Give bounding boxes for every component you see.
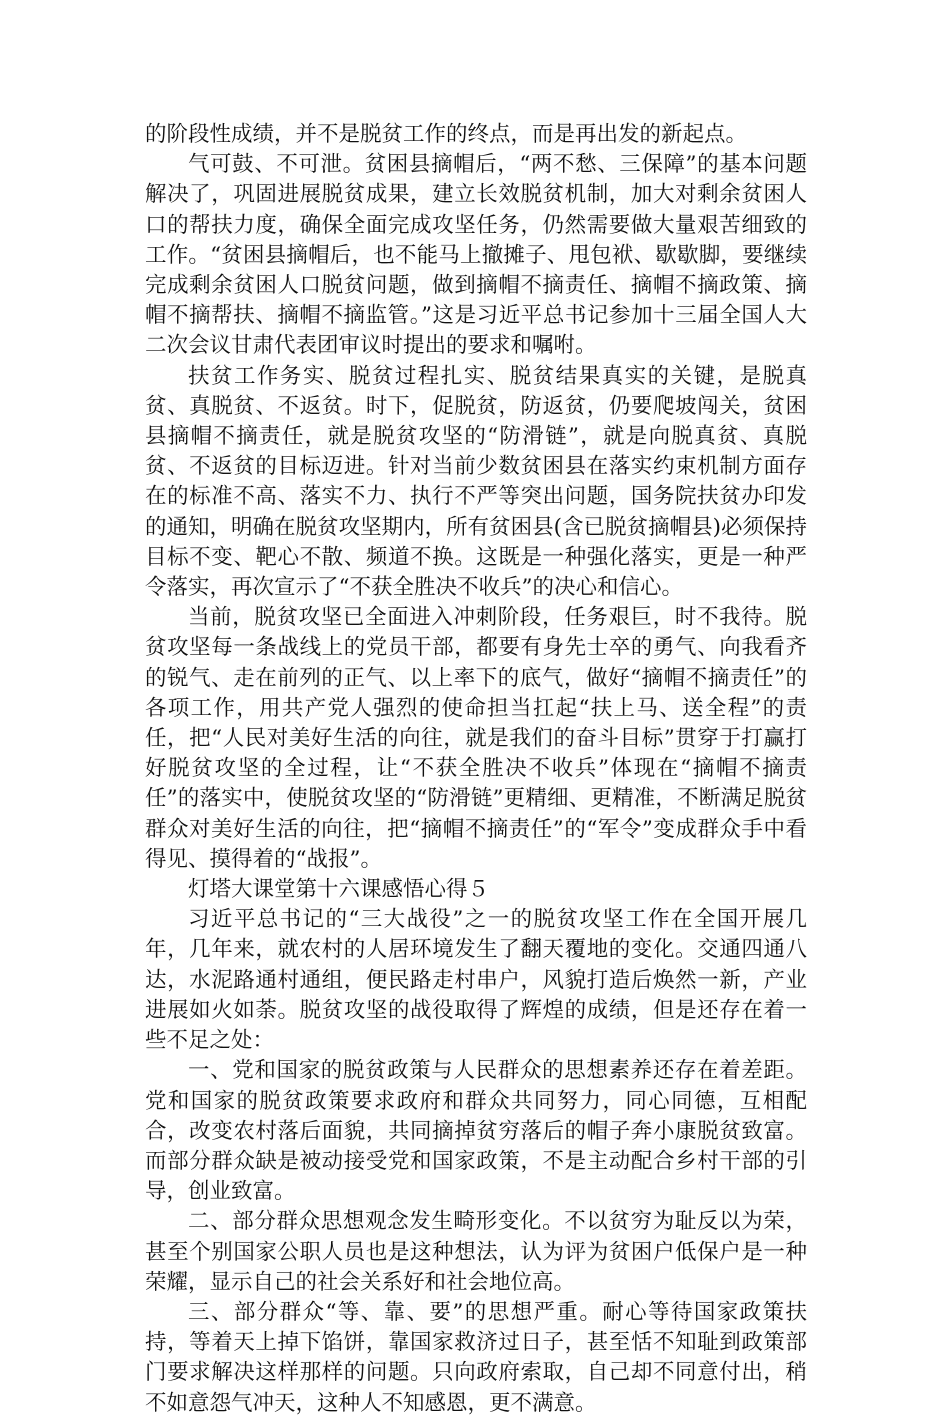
- paragraph: 三、部分群众“等、靠、要”的思想严重。耐心等待国家政策扶持，等着天上掉下馅饼，靠国家救济过日子，甚至恬不知耻到政策部门要求解决这样那样的问题。只向政府索取，自己却不同意付出，稍不如意怨气冲天，这种人不知感恩，更不满意。: [145, 1299, 807, 1416]
- paragraph: 气可鼓、不可泄。贫困县摘帽后，“两不愁、三保障”的基本问题解决了，巩固进展脱贫成果，建立长效脱贫机制，加大对剩余贫困人口的帮扶力度，确保全面完成攻坚任务，仍然需要做大量艰苦细致的工作。“贫困县摘帽后，也不能马上撤摊子、甩包袱、歇歇脚，要继续完成剩余贫困人口脱贫问题，做到摘帽不摘责任、摘帽不摘政策、摘帽不摘帮扶、摘帽不摘监管。”这是习近平总书记参加十三届全国人大二次会议甘肃代表团审议时提出的要求和嘱咐。: [145, 152, 807, 359]
- paragraph: 二、部分群众思想观念发生畸形变化。不以贫穷为耻反以为荣，甚至个别国家公职人员也是这种想法，认为评为贫困户低保户是一种荣耀，显示自己的社会关系好和社会地位高。: [145, 1209, 807, 1295]
- document-page: [145, 120, 807, 1419]
- paragraph: 习近平总书记的“三大战役”之一的脱贫攻坚工作在全国开展几年，几年来，就农村的人居环境发生了翻天覆地的变化。交通四通八达，水泥路通村通组，便民路走村串户，风貌打造后焕然一新，产业进展如火如荼。脱贫攻坚的战役取得了辉煌的成绩，但是还存在着一些不足之处：: [145, 907, 807, 1054]
- paragraph-continuation: 的阶段性成绩，并不是脱贫工作的终点，而是再出发的新起点。: [145, 122, 748, 147]
- paragraph: 当前，脱贫攻坚已全面进入冲刺阶段，任务艰巨，时不我待。脱贫攻坚每一条战线上的党员干部，都要有身先士卒的勇气、向我看齐的锐气、走在前列的正气、以上率下的底气，做好“摘帽不摘责任”的各项工作，用共产党人强烈的使命担当扛起“扶上马、送全程”的责任，把“人民对美好生活的向往，就是我们的奋斗目标”贯穿于打赢打好脱贫攻坚的全过程，让“不获全胜决不收兵”体现在“摘帽不摘责任”的落实中，使脱贫攻坚的“防滑链”更精细、更精准，不断满足脱贫群众对美好生活的向往，把“摘帽不摘责任”的“军令”变成群众手中看得见、摸得着的“战报”。: [145, 605, 807, 872]
- section-heading: 灯塔大课堂第十六课感悟心得５: [188, 877, 490, 903]
- paragraph: 一、党和国家的脱贫政策与人民群众的思想素养还存在着差距。党和国家的脱贫政策要求政府和群众共同努力，同心同德，互相配合，改变农村落后面貌，共同摘掉贫穷落后的帽子奔小康脱贫致富。而部分群众缺是被动接受党和国家政策，不是主动配合乡村干部的引导，创业致富。: [145, 1058, 807, 1205]
- paragraph: 扶贫工作务实、脱贫过程扎实、脱贫结果真实的关键，是脱真贫、真脱贫、不返贫。时下，促脱贫，防返贫，仍要爬坡闯关，贫困县摘帽不摘责任，就是脱贫攻坚的“防滑链”，就是向脱真贫、真脱贫、不返贫的目标迈进。针对当前少数贫困县在落实约束机制方面存在的标准不高、落实不力、执行不严等突出问题，国务院扶贫办印发的通知，明确在脱贫攻坚期内，所有贫困县(含已脱贫摘帽县)必须保持目标不变、靶心不散、频道不换。这既是一种强化落实，更是一种严令落实，再次宣示了“不获全胜决不收兵”的决心和信心。: [145, 363, 807, 601]
